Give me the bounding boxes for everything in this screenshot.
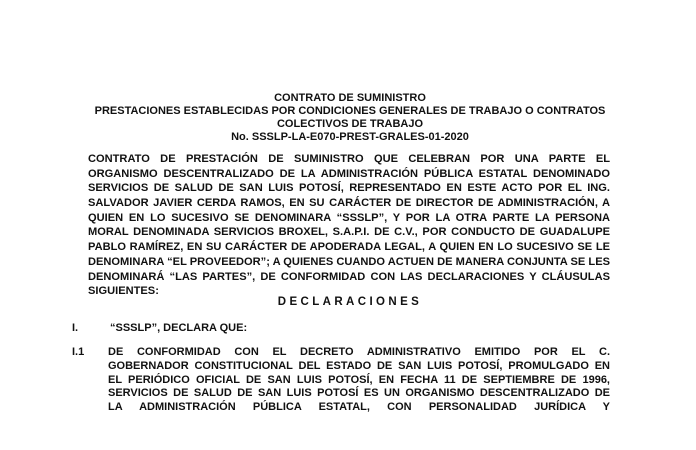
item-number: I.1 [72, 346, 85, 358]
contract-subtitle: PRESTACIONES ESTABLECIDAS POR CONDICIONES GENERALES DE TRABAJO O CONTRATOS [94, 105, 606, 117]
intro-line: SIGUIENTES: [88, 285, 159, 298]
declaraciones-heading: DECLARACIONES [277, 296, 423, 308]
item-line-cut-off: LA ADMINISTRACIÓN PÚBLICA ESTATAL, CON PERSONALIDAD JURÍDICA Y [108, 401, 610, 412]
contract-subtitle-continued: COLECTIVOS DE TRABAJO [276, 118, 424, 130]
item-line: EL PERIÓDICO OFICIAL DE SAN LUIS POTOSÍ, EN FECHA 11 DE SEPTIEMBRE DE 1996, [108, 373, 610, 386]
intro-line: MORAL DENOMINADA SERVICIOS BROXEL, S.A.P.I. DE C.V., POR CONDUCTO DE GUADALUPE [88, 226, 610, 239]
section-number: I. [72, 322, 79, 334]
intro-line: SALVADOR JAVIER CERDA RAMOS, EN SU CARÁCTER DE DIRECTOR DE ADMINISTRACIÓN, A [88, 197, 610, 210]
intro-line: QUIEN EN LO SUCESIVO SE DENOMINARA “SSSLP”, Y POR LA OTRA PARTE LA PERSONA [88, 211, 610, 224]
intro-line: DENOMINARÁ “LAS PARTES”, DE CONFORMIDAD CON LAS DECLARACIONES Y CLÁUSULAS [88, 270, 610, 283]
section-title: “SSSLP”, DECLARA QUE: [110, 322, 248, 334]
item-paragraph [108, 346, 610, 412]
intro-line: SERVICIOS DE SALUD DE SAN LUIS POTOSÍ, REPRESENTADO EN ESTE ACTO POR EL ING. [88, 182, 610, 195]
contract-title: CONTRATO DE SUMINISTRO [274, 92, 426, 104]
intro-line: PABLO RAMÍREZ, EN SU CARÁCTER DE APODERADA LEGAL, A QUIEN EN LO SUCESIVO SE LE [88, 241, 610, 254]
item-line: DE CONFORMIDAD CON EL DECRETO ADMINISTRATIVO EMITIDO POR EL C. [108, 346, 610, 358]
item-line: SERVICIOS DE SALUD DE SAN LUIS POTOSÍ ES UN ORGANISMO DESCENTRALIZADO DE [108, 387, 610, 400]
intro-paragraph [88, 152, 610, 299]
intro-line: DENOMINARA “EL PROVEEDOR”; A QUIENES CUANDO ACTUEN DE MANERA CONJUNTA SE LES [88, 255, 610, 268]
contract-number: No. SSSLP-LA-E070-PREST-GRALES-01-2020 [231, 131, 469, 143]
item-line: GOBERNADOR CONSTITUCIONAL DEL ESTADO DE SAN LUIS POTOSÍ, PROMULGADO EN [108, 359, 610, 372]
intro-line: CONTRATO DE PRESTACIÓN DE SUMINISTRO QUE CELEBRAN POR UNA PARTE EL [88, 153, 610, 165]
intro-line: ORGANISMO DESCENTRALIZADO DE LA ADMINISTRACIÓN PÚBLICA ESTATAL DENOMINADO [88, 167, 610, 180]
